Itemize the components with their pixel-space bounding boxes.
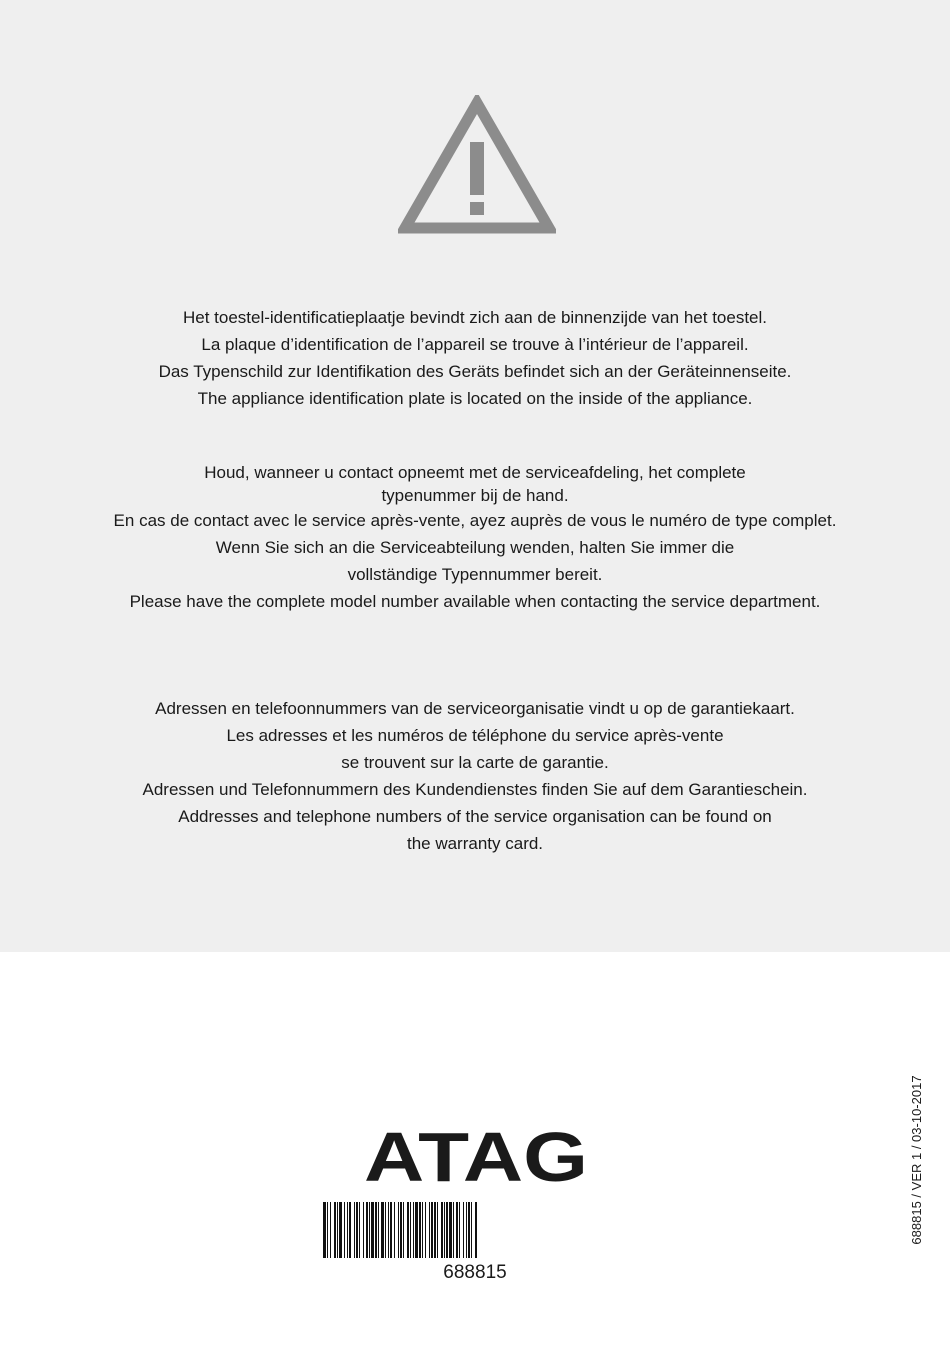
notice-line: La plaque d’identification de l’appareil se trouve à l’intérieur de l’appareil. xyxy=(201,335,749,354)
notice-line: Addresses and telephone numbers of the service organisation can be found on xyxy=(178,807,772,826)
barcode-bar xyxy=(437,1202,438,1258)
barcode-bar xyxy=(369,1202,370,1258)
barcode-bar xyxy=(398,1202,399,1258)
atag-logo-text: ATAG xyxy=(364,1128,588,1184)
notice-line: The appliance identification plate is located on the inside of the appliance. xyxy=(197,389,753,408)
barcode-bar xyxy=(466,1202,467,1258)
barcode-bar xyxy=(337,1202,338,1258)
barcode-bar xyxy=(371,1202,374,1258)
barcode-bar xyxy=(327,1202,328,1258)
barcode-bar xyxy=(419,1202,421,1258)
barcode-bar xyxy=(475,1202,477,1258)
notice-line: Wenn Sie sich an die Serviceabteilung wenden, halten Sie immer die xyxy=(215,538,735,557)
barcode-bar xyxy=(459,1202,460,1258)
barcode-bar xyxy=(356,1202,358,1258)
barcode-bar xyxy=(441,1202,443,1258)
notice-line: En cas de contact avec le service après-vente, ayez auprès de vous le numéro de type complet. xyxy=(113,511,837,530)
barcode-bar xyxy=(400,1202,402,1258)
barcode-bar xyxy=(446,1202,448,1258)
notice-line: Houd, wanneer u contact opneemt met de serviceafdeling, het complete xyxy=(204,463,746,482)
version-label: 688815 / VER 1 / 03-10-2017 xyxy=(909,1075,924,1245)
notice-line: Les adresses et les numéros de téléphone du service après-vente xyxy=(226,726,724,745)
barcode-bar xyxy=(349,1202,351,1258)
notice-line: vollständige Typennummer bereit. xyxy=(347,565,603,584)
barcode-bar xyxy=(403,1202,404,1258)
atag-logo xyxy=(363,1128,589,1184)
warning-triangle-icon xyxy=(398,95,556,235)
barcode-bar xyxy=(410,1202,411,1258)
barcode-bar xyxy=(344,1202,345,1258)
barcode-bar xyxy=(434,1202,436,1258)
model-number-notice xyxy=(0,461,950,615)
barcode-bar xyxy=(330,1202,331,1258)
notice-line: the warranty card. xyxy=(406,834,544,853)
barcode-bar xyxy=(334,1202,336,1258)
notice-line: Please have the complete model number available when contacting the service department. xyxy=(129,592,821,611)
barcode-bar xyxy=(375,1202,377,1258)
barcode-bar xyxy=(471,1202,472,1258)
notice-line: Adressen en telefoonnummers van de serviceorganisatie vindt u op de garantiekaart. xyxy=(155,699,795,718)
barcode-bar xyxy=(456,1202,458,1258)
barcode-bar xyxy=(444,1202,445,1258)
barcode-bar xyxy=(381,1202,384,1258)
barcode-bar xyxy=(425,1202,426,1258)
identification-plate-notice xyxy=(0,304,950,412)
notice-line: Das Typenschild zur Identifikation des Geräts befindet sich an der Geräteinnenseite. xyxy=(158,362,792,381)
service-address-notice xyxy=(0,695,950,857)
barcode-bar xyxy=(390,1202,392,1258)
barcode-bar xyxy=(354,1202,355,1258)
notice-line: Het toestel-identificatieplaatje bevindt zich aan de binnenzijde van het toestel. xyxy=(182,308,768,327)
barcode-bar xyxy=(359,1202,360,1258)
barcode-bar xyxy=(388,1202,389,1258)
barcode-bar xyxy=(468,1202,470,1258)
barcode-bar xyxy=(429,1202,430,1258)
barcode-bar xyxy=(339,1202,342,1258)
notice-line: se trouvent sur la carte de garantie. xyxy=(341,753,609,772)
barcode-bar xyxy=(449,1202,452,1258)
barcode xyxy=(323,1202,625,1260)
barcode-bar xyxy=(407,1202,409,1258)
barcode-bar xyxy=(413,1202,414,1258)
barcode-bar xyxy=(363,1202,364,1258)
barcode-bar xyxy=(463,1202,464,1258)
barcode-number: 688815 xyxy=(443,1262,507,1283)
barcode-bar xyxy=(394,1202,395,1258)
barcode-bar xyxy=(366,1202,368,1258)
barcode-bar xyxy=(347,1202,348,1258)
notice-line: Adressen und Telefonnummern des Kundendienstes finden Sie auf dem Garantieschein. xyxy=(142,780,808,799)
barcode-bar xyxy=(431,1202,433,1258)
notice-line: typenummer bij de hand. xyxy=(381,486,569,505)
barcode-bar xyxy=(323,1202,326,1258)
barcode-bar xyxy=(415,1202,418,1258)
barcode-bar xyxy=(422,1202,423,1258)
barcode-bar xyxy=(378,1202,379,1258)
barcode-bar xyxy=(385,1202,386,1258)
barcode-bar xyxy=(453,1202,454,1258)
